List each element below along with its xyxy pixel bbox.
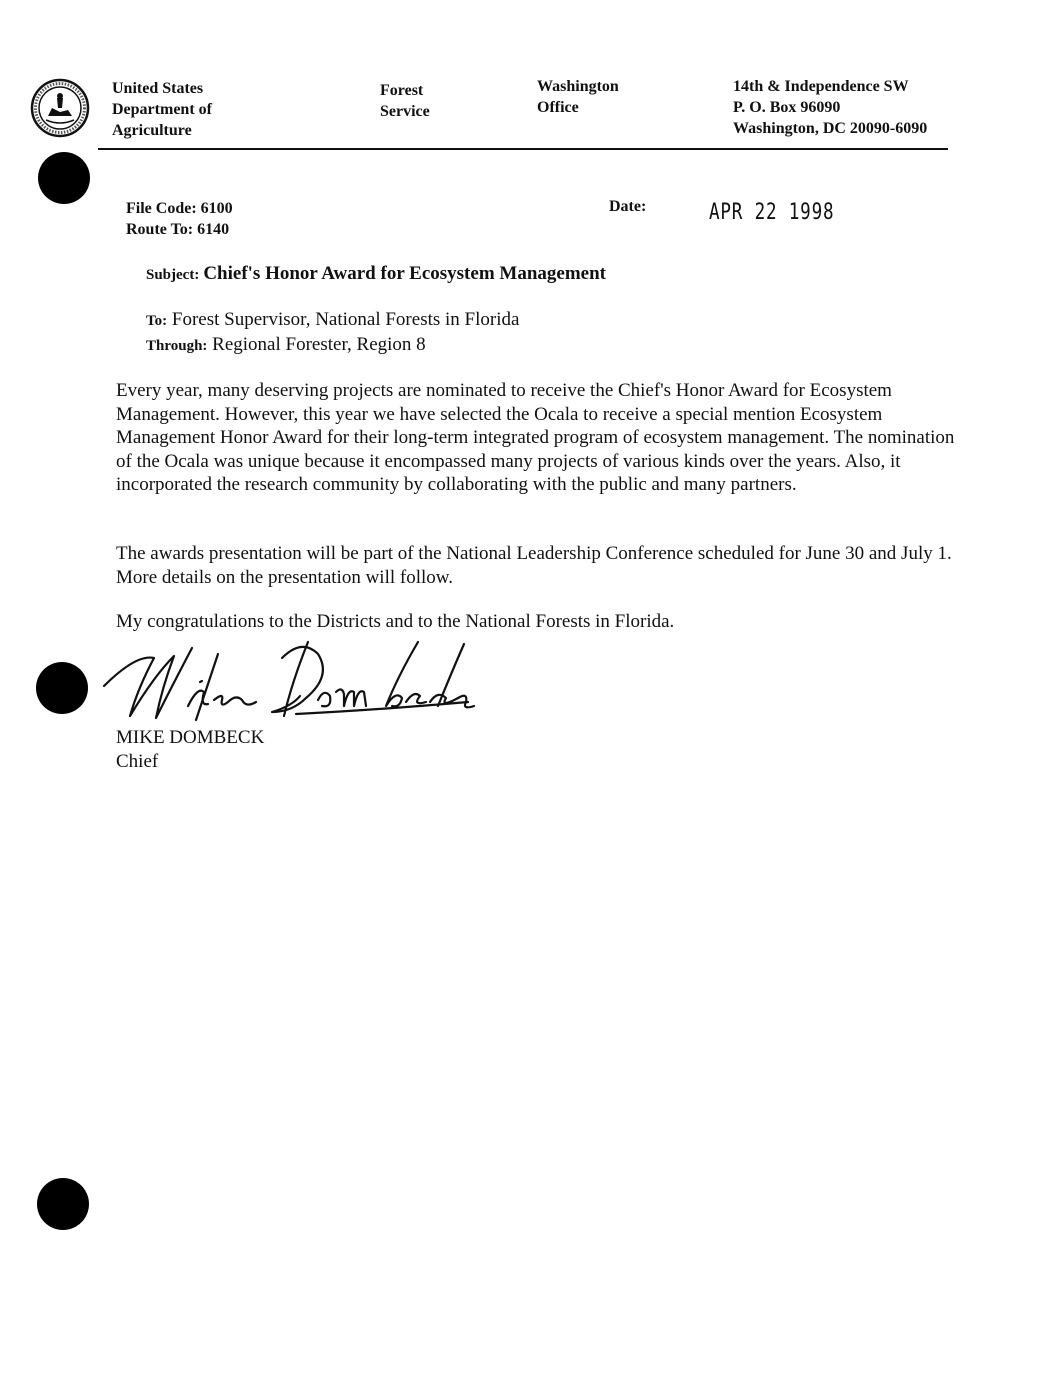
service-line-2: Service: [380, 103, 430, 120]
subject-value: Chief's Honor Award for Ecosystem Management: [203, 263, 606, 284]
recipient-block: [146, 308, 519, 358]
through-label: Through:: [146, 338, 208, 354]
address-line-1: 14th & Independence SW: [733, 78, 909, 95]
subject-label: Subject:: [146, 267, 200, 283]
to-value: Forest Supervisor, National Forests in Florida: [171, 309, 520, 330]
signer-name: MIKE DOMBECK: [116, 727, 265, 748]
punch-hole: [38, 152, 90, 204]
body-paragraph-2: The awards presentation will be part of the National Leadership Conference scheduled for June 30 and July 1. More details on the presentation will follow.: [116, 543, 952, 588]
body-paragraph-3: My congratulations to the Districts and to the National Forests in Florida.: [116, 611, 675, 632]
agency-name: [112, 78, 212, 141]
address-line-2: P. O. Box 96090: [733, 99, 841, 116]
letterhead-divider: [98, 148, 948, 150]
through-value: Regional Forester, Region 8: [212, 334, 426, 355]
date-stamp: APR 22 1998: [709, 200, 835, 225]
punch-hole: [37, 1178, 89, 1230]
file-code: File Code: 6100: [126, 200, 233, 217]
service-name: [380, 80, 430, 122]
agency-line-3: Agriculture: [112, 122, 192, 139]
agency-line-1: United States: [112, 80, 204, 97]
office-name: [537, 76, 619, 118]
body-paragraph-1: Every year, many deserving projects are nominated to receive the Chief's Honor Award for Ecosystem Management. However, this year we have selected the Ocala to receive a special mention Ecosystem Management Honor Award for their long-term integrated program of ecosystem management. The nomination of the Ocala was unique because it encompassed many projects of various kinds over the years. Also, it incorporated the research community by collaborating with the public and many partners.: [116, 380, 955, 495]
date-label: Date:: [609, 198, 647, 215]
address-line-3: Washington, DC 20090-6090: [733, 120, 928, 137]
handwritten-signature: [96, 636, 476, 728]
agency-line-2: Department of: [112, 101, 212, 118]
to-line: [146, 308, 519, 333]
service-line-1: Forest: [380, 82, 424, 99]
office-line-2: Office: [537, 99, 579, 116]
usda-seal-icon: [30, 78, 90, 138]
signer-title: Chief: [116, 751, 159, 772]
through-line: [146, 333, 519, 358]
routing-codes: [126, 198, 233, 240]
route-to: Route To: 6140: [126, 221, 230, 238]
punch-hole: [36, 662, 88, 714]
subject-line: [146, 263, 606, 285]
signature-block: [116, 726, 264, 774]
office-line-1: Washington: [537, 78, 619, 95]
office-address: [733, 76, 927, 139]
to-label: To:: [146, 313, 168, 329]
